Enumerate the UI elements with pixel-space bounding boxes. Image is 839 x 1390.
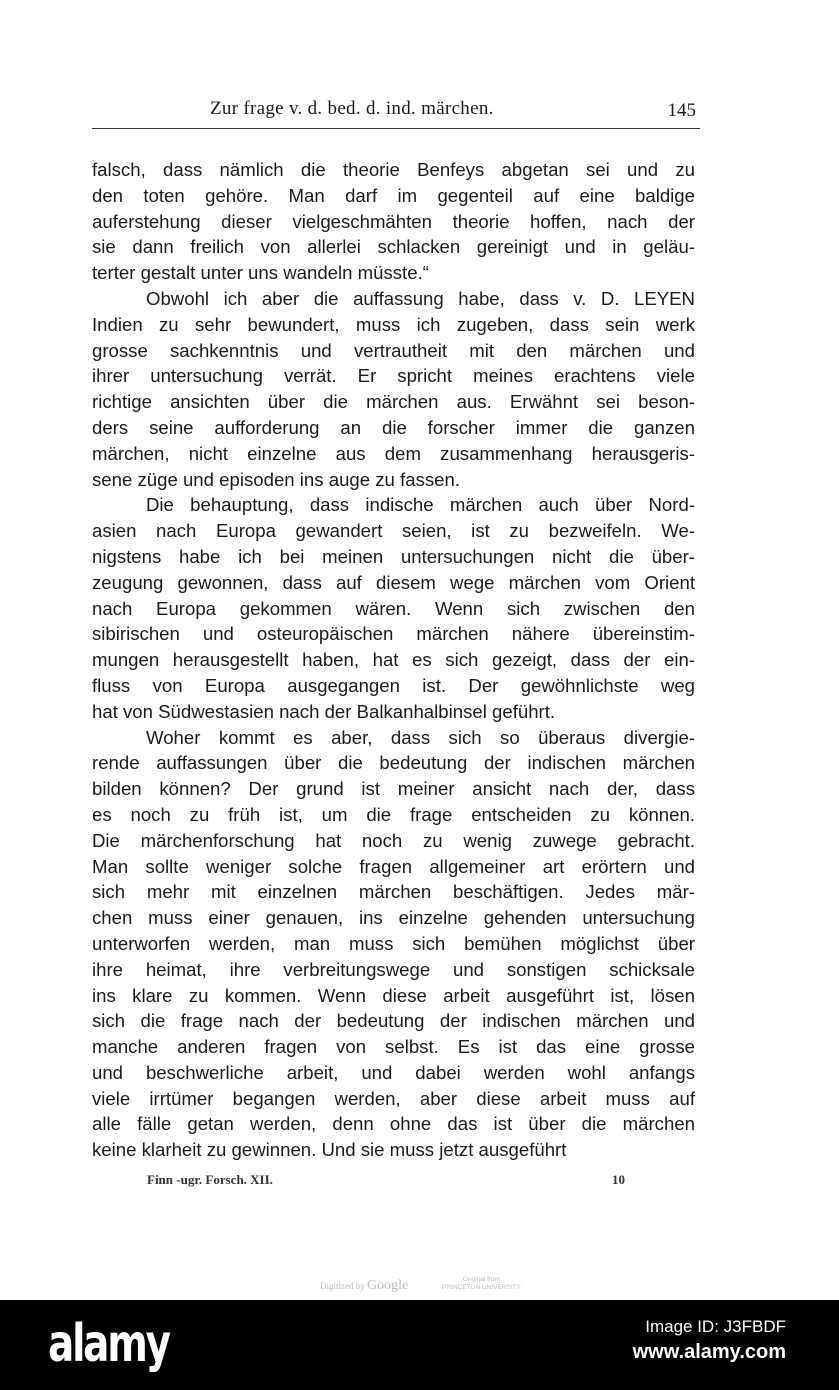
text-line: Woher kommt es aber, dass sich so überaus divergie-: [146, 726, 695, 748]
digitized-by-google: [320, 1278, 408, 1294]
text-line: chen muss einer genauen, ins einzelne gehenden untersuchung: [92, 907, 695, 929]
image-id: Image ID: J3FBDF: [645, 1317, 786, 1336]
text-line: bilden können? Der grund ist meiner ansicht nach der, dass: [92, 778, 695, 800]
text-line: terter gestalt unter uns wandeln müsste.“: [92, 262, 429, 284]
text-line: manche anderen fragen von selbst. Es ist das eine grosse: [92, 1036, 695, 1058]
text-line: alle fälle getan werden, denn ohne das ist über die märchen: [92, 1113, 695, 1135]
text-line: Obwohl ich aber die auffassung habe, dass v. D. LEYEN: [146, 287, 695, 309]
text-line: es noch zu früh ist, um die frage entscheiden zu können.: [92, 803, 695, 825]
text-line: sich die frage nach der bedeutung der indischen märchen und: [92, 1010, 695, 1032]
paragraph: [92, 157, 695, 286]
paragraph: [92, 492, 695, 724]
footer-signature: Finn -ugr. Forsch. XII.: [147, 1172, 273, 1187]
text-line: viele irrtümer begangen werden, aber diese arbeit muss auf: [92, 1087, 695, 1109]
body-text: [92, 157, 695, 1163]
text-line: grosse sachkenntnis und vertrautheit mit den märchen und: [92, 339, 695, 361]
text-line: sibirischen und osteuropäischen märchen nähere übereinstim-: [92, 623, 695, 645]
google-wordmark: Google: [367, 1278, 409, 1293]
text-line: ihrer untersuchung verrät. Er spricht meines erachtens viele: [92, 365, 695, 387]
text-line: richtige ansichten über die märchen aus. Erwähnt sei beson-: [92, 391, 695, 413]
text-line: ihre heimat, ihre verbreitungswege und sonstigen schicksale: [92, 958, 695, 980]
text-line: märchen, nicht einzelne aus dem zusammenhang herausgeris-: [92, 442, 695, 464]
page-number: 145: [667, 100, 696, 121]
text-line: sich mehr mit einzelnen märchen beschäftigen. Jedes mär-: [92, 881, 695, 903]
text-line: rende auffassungen über die bedeutung der indischen märchen: [92, 752, 695, 774]
text-line: sene züge und episoden ins auge zu fassen.: [92, 468, 461, 490]
text-line: ders seine aufforderung an die forscher immer die ganzen: [92, 416, 695, 438]
watermark-bar: [0, 1300, 839, 1390]
alamy-url: www.alamy.com: [632, 1341, 786, 1363]
digitized-by-label: Digitized by: [320, 1281, 365, 1291]
text-line: auferstehung dieser vielgeschmähten theorie hoffen, nach der: [92, 210, 695, 232]
institution-label: PRINCETON UNIVERSITY: [442, 1284, 521, 1291]
footer-signature-number: 10: [612, 1172, 625, 1187]
original-from: [442, 1276, 521, 1292]
text-line: und beschwerliche arbeit, und dabei werden wohl anfangs: [92, 1061, 695, 1083]
text-line: Man sollte weniger solche fragen allgemeiner art erörtern und: [92, 855, 695, 877]
text-line: hat von Südwestasien nach der Balkanhalbinsel geführt.: [92, 700, 556, 722]
text-line: falsch, dass nämlich die theorie Benfeys abgetan sei und zu: [92, 159, 695, 180]
text-line: Die behauptung, dass indische märchen auch über Nord-: [146, 494, 695, 516]
text-line: nigstens habe ich bei meinen untersuchungen nicht die über-: [92, 545, 695, 567]
original-from-label: Original from: [462, 1276, 501, 1283]
text-line: sie dann freilich von allerlei schlacken gereinigt und in geläu-: [92, 236, 695, 258]
text-line: unterworfen werden, man muss sich bemühen möglichst über: [92, 932, 695, 954]
paragraph: [92, 725, 695, 1164]
text-line: zeugung gewonnen, dass auf diesem wege märchen vom Orient: [92, 571, 695, 593]
text-line: den toten gehöre. Man darf im gegenteil auf eine baldige: [92, 184, 695, 206]
text-line: Indien zu sehr bewundert, muss ich zugeben, dass sein werk: [92, 313, 695, 335]
paragraph: [92, 286, 695, 492]
text-line: fluss von Europa ausgegangen ist. Der gewöhnlichste weg: [92, 674, 695, 696]
alamy-logo: alamy: [48, 1314, 169, 1374]
text-line: mungen herausgestellt haben, hat es sich gezeigt, dass der ein-: [92, 649, 695, 671]
text-line: nach Europa gekommen wären. Wenn sich zwischen den: [92, 597, 695, 619]
text-line: ins klare zu kommen. Wenn diese arbeit ausgeführt ist, lösen: [92, 984, 695, 1006]
running-header: [92, 98, 700, 129]
running-title: Zur frage v. d. bed. d. ind. märchen.: [210, 98, 494, 119]
text-line: asien nach Europa gewandert seien, ist zu bezweifeln. We-: [92, 520, 695, 542]
text-line: keine klarheit zu gewinnen. Und sie muss jetzt ausgeführt: [92, 1139, 567, 1161]
text-line: Die märchenforschung hat noch zu wenig zuwege gebracht.: [92, 829, 695, 851]
